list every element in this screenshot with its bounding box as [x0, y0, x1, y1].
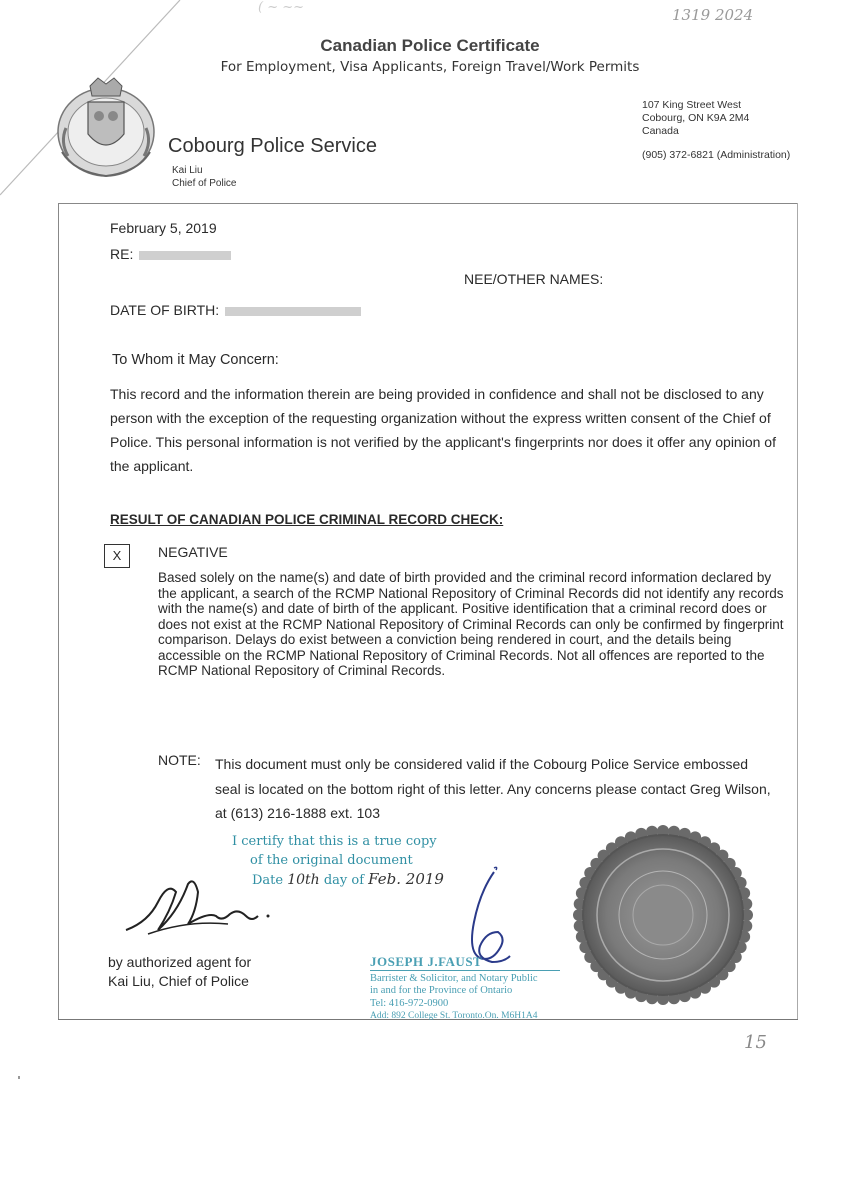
notary-line2: in and for the Province of Ontario — [370, 985, 513, 996]
result-details: Based solely on the name(s) and date of birth provided and the criminal record information declared by the applicant, a search of the RCMP National Repository of Criminal Records did not identify any records with the name(s) and date of birth of the applicant. Positive identification that a criminal record does or does not exist at the RCMP National Repository of Criminal Records can only be confirmed by fingerprint comparison. Delays do exist between a conviction being rendered in court, and the details being accessible on the RCMP National Repository of Criminal Records. Not all offences are reported to the RCMP National Repository of Criminal Records. — [158, 570, 784, 678]
dob-label: DATE OF BIRTH: — [110, 302, 220, 318]
police-crest-icon — [54, 72, 158, 180]
pencil-annotation-bottom-right: 15 — [744, 1032, 767, 1053]
address-line: Cobourg, ON K9A 2M4 — [642, 112, 750, 124]
embossed-seal-icon — [570, 822, 756, 1008]
address-line: 107 King Street West — [642, 99, 742, 111]
notary-name: JOSEPH J.FAUST — [370, 954, 483, 969]
frame-border-left — [58, 203, 59, 1020]
agency-name: Cobourg Police Service — [168, 135, 377, 157]
result-heading: RESULT OF CANADIAN POLICE CRIMINAL RECORD CHECK: — [110, 512, 504, 527]
address-block — [642, 99, 749, 138]
chief-block — [172, 164, 236, 190]
signature-caption — [108, 953, 251, 991]
nee-other-names-label: NEE/OTHER NAMES: — [464, 271, 604, 287]
redacted-name — [139, 251, 231, 260]
result-status: NEGATIVE — [158, 544, 228, 560]
by-agent-line: by authorized agent for — [108, 954, 252, 970]
negative-checkbox: X — [104, 544, 130, 568]
date-prefix: Date — [252, 873, 284, 888]
document-subtitle: For Employment, Visa Applicants, Foreign Travel/Work Permits — [220, 59, 640, 75]
notary-address: Add: 892 College St. Toronto.On. M6H1A4 — [370, 1011, 538, 1021]
salutation: To Whom it May Concern: — [112, 352, 279, 368]
re-label: RE: — [110, 246, 134, 262]
chief-name: Kai Liu — [172, 165, 203, 176]
address-line: Canada — [642, 125, 679, 137]
notary-tel: Tel: 416-972-0900 — [370, 997, 449, 1009]
notary-stamp — [370, 956, 560, 1023]
handwritten-month-year: Feb. 2019 — [368, 870, 444, 888]
phone-number: (905) 372-6821 (Administration) — [642, 149, 791, 161]
redacted-dob — [225, 307, 361, 316]
handwritten-day: 10th — [287, 872, 320, 888]
pencil-mark-top: ( ~ ~~ — [258, 0, 305, 15]
notary-line1: Barrister & Solicitor, and Notary Public — [370, 972, 538, 984]
day-of-label: day of — [323, 873, 365, 888]
document-title: Canadian Police Certificate — [320, 36, 540, 55]
chief-title: Chief of Police — [172, 178, 237, 189]
pencil-annotation-top-right: 1319 2024 — [672, 6, 754, 24]
scan-speck — [18, 1076, 20, 1079]
true-copy-line1: I certify that this is a true copy — [232, 834, 437, 849]
frame-border-right — [797, 203, 798, 1020]
confidentiality-paragraph: This record and the information therein are being provided in confidence and shall not be disclosed to any person with the exception of the requesting organization without the express written consent of the Chief of Police. This personal information is not verified by the applicant's fingerprints nor does it offer any opinion of the applicant. — [110, 386, 776, 474]
chief-line: Kai Liu, Chief of Police — [108, 973, 249, 989]
dob-line — [110, 302, 361, 318]
notary-underline — [370, 970, 560, 971]
true-copy-line2: of the original document — [250, 853, 413, 868]
note-label: NOTE: — [158, 752, 201, 768]
letter-date: February 5, 2019 — [110, 220, 217, 236]
re-line — [110, 246, 231, 262]
frame-border-top — [58, 203, 798, 204]
note-text: This document must only be considered valid if the Cobourg Police Service embossed seal is located on the bottom right of this letter. Any concerns please contact Greg Wilson, at (613) 216-1888 ext. 103 — [215, 756, 771, 821]
chief-signature — [118, 872, 288, 942]
